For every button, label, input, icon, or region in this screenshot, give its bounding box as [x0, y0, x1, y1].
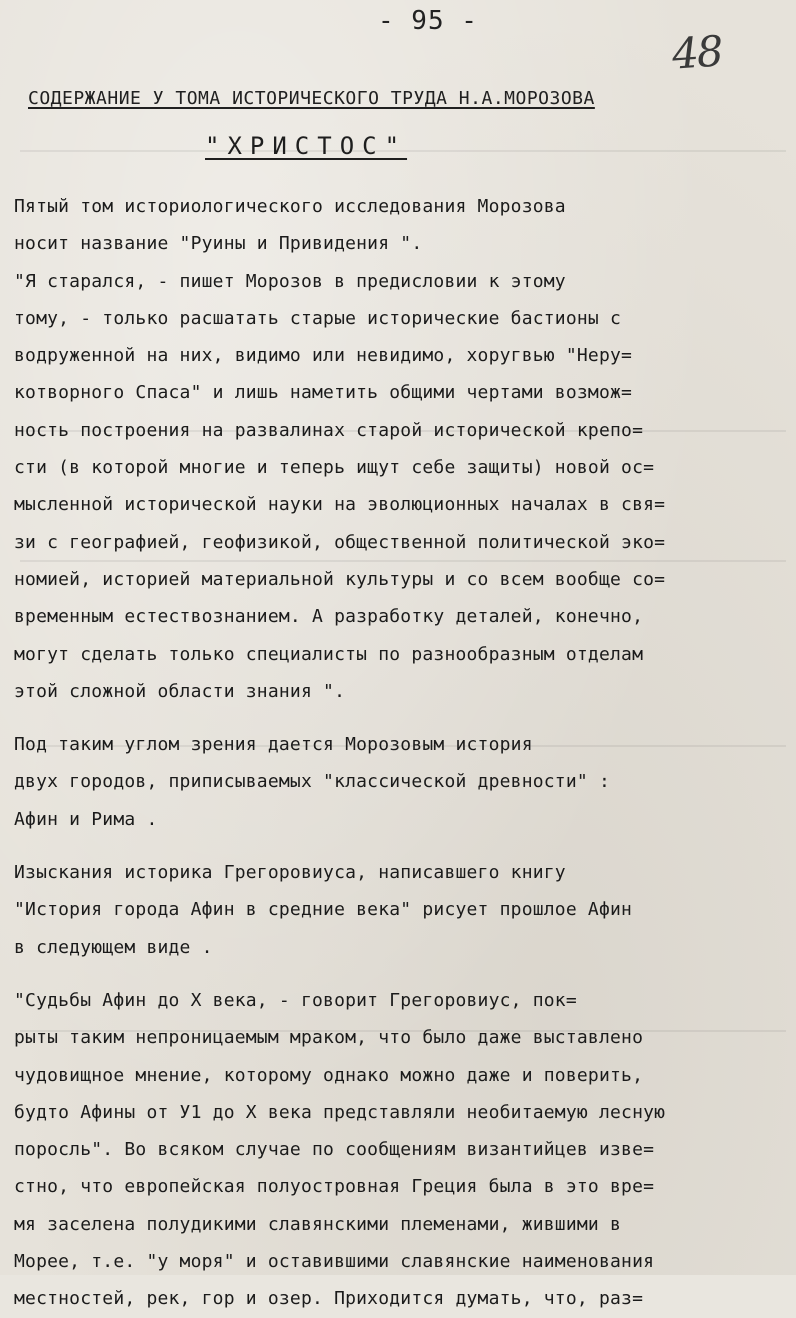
- text-line: Морее, т.е. "у моря" и оставившими славянские наименования: [14, 1251, 655, 1273]
- text-line: Пятый том историологического исследования Морозова: [14, 196, 566, 217]
- text-line: зи с географией, геофизикой, общественной политической эко=: [14, 531, 666, 553]
- text-line: этой сложной области знания ".: [14, 680, 346, 702]
- text-line: стно, что европейская полуостровная Греция была в это вре=: [14, 1176, 655, 1198]
- text-line: номией, историей материальной культуры и со всем вообще со=: [14, 568, 666, 590]
- text-line: могут сделать только специалисты по разнообразным отделам: [14, 643, 644, 665]
- text-line: водруженной на них, видимо или невидимо, хоругвью "Неру=: [14, 345, 633, 367]
- paragraph-gap: [14, 838, 790, 854]
- text-line: двух городов, приписываемых "классической древности" :: [14, 771, 610, 793]
- text-line: тому, - только расшатать старые исторические бастионы с: [14, 307, 622, 329]
- text-line: рыты таким непроницаемым мраком, что было даже выставлено: [14, 1027, 644, 1049]
- text-line: носит название "Руины и Привидения ".: [14, 233, 423, 255]
- text-line: местностей, рек, гор и озер. Приходится думать, что, раз=: [14, 1288, 644, 1310]
- text-line: временным естествознанием. А разработку деталей, конечно,: [14, 606, 644, 628]
- archive-number: 48: [670, 26, 724, 79]
- text-line: мысленной исторической науки на эволюционных началах в свя=: [14, 494, 666, 516]
- text-line: Афин и Рима .: [14, 808, 158, 830]
- document-body: [14, 188, 790, 1318]
- text-line: поросль". Во всяком случае по сообщениям византийцев изве=: [14, 1139, 655, 1161]
- paragraph-gap: [14, 966, 790, 982]
- text-line: Под таким углом зрения дается Морозовым история: [14, 734, 533, 756]
- text-line: будто Афины от У1 до Х века представляли необитаемую лесную: [14, 1101, 666, 1123]
- text-line: сти (в которой многие и теперь ищут себе защиты) новой ос=: [14, 457, 655, 479]
- text-line: чудовищное мнение, которому однако можно даже и поверить,: [14, 1064, 644, 1086]
- text-line: "Судьбы Афин до Х века, - говорит Грегоровиус, пок=: [14, 989, 577, 1011]
- text-line: мя заселена полудикими славянскими племенами, жившими в: [14, 1213, 622, 1235]
- page-number: - 95 -: [378, 6, 478, 36]
- text-line: котворного Спаса" и лишь наметить общими чертами возмож=: [14, 382, 633, 404]
- document-subtitle: "ХРИСТОС": [205, 132, 408, 160]
- paragraph-gap: [14, 710, 790, 726]
- text-line: "Я старался, - пишет Морозов в предисловии к этому: [14, 270, 566, 292]
- text-line: "История города Афин в средние века" рисует прошлое Афин: [14, 899, 633, 921]
- document-heading: СОДЕРЖАНИЕ У ТОМА ИСТОРИЧЕСКОГО ТРУДА Н.А.МОРОЗОВА: [28, 88, 595, 109]
- text-line: в следующем виде .: [14, 936, 213, 958]
- text-line: ность построения на развалинах старой исторической крепо=: [14, 419, 644, 441]
- text-line: Изыскания историка Грегоровиуса, написавшего книгу: [14, 862, 566, 884]
